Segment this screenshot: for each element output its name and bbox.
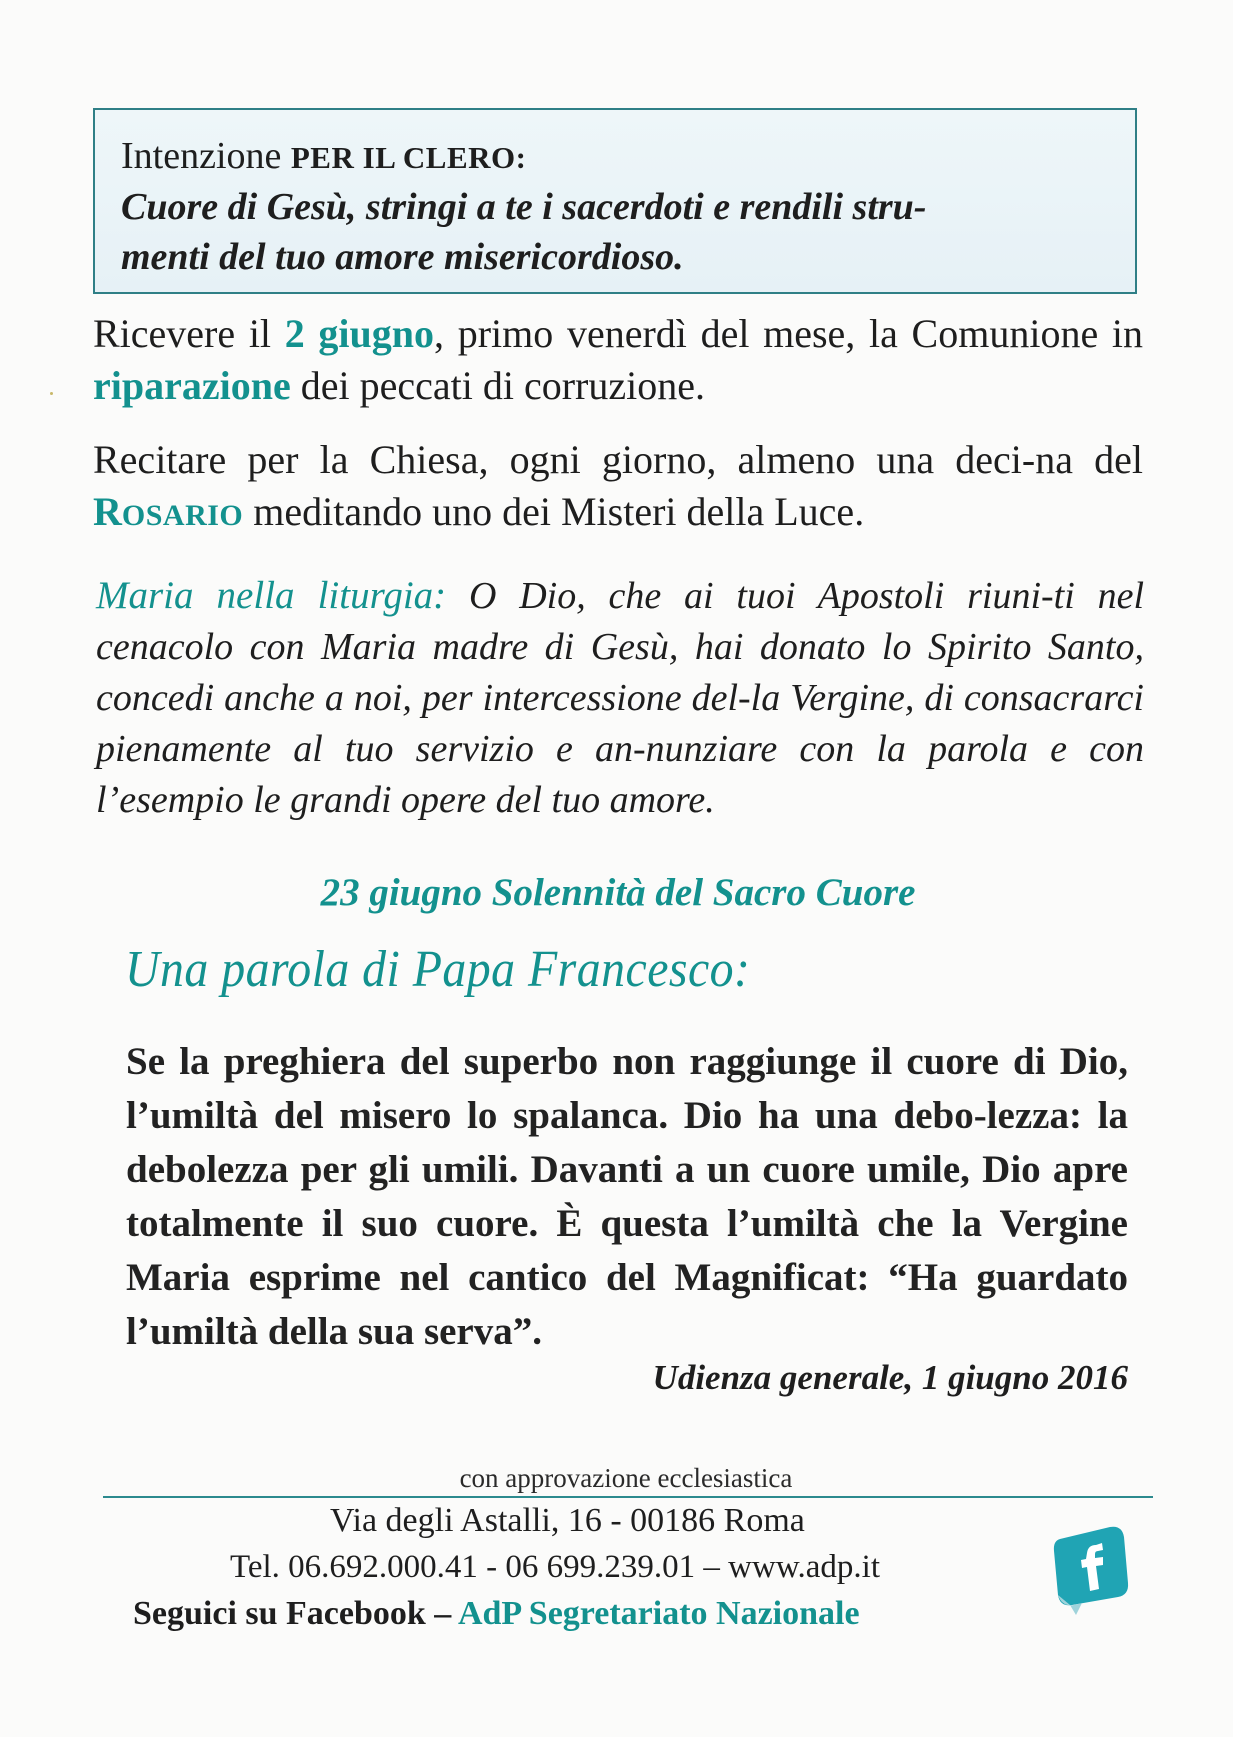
intention-box [93,108,1137,294]
intention-heading [121,132,1109,182]
papa-quote: Se la preghiera del superbo non raggiunge il cuore di Dio, l’umiltà del misero lo spalanca. Dio ha una debo-lezza: la debolezza per gli umili. Davanti a un cuore umile, Dio apre totalmente il suo cuore. È questa l’umiltà che la Vergine Maria esprime nel cantico del Magnificat: “Ha guardato l’umiltà della sua serva”. [126,1040,1128,1353]
communion-pre: Ricevere il [93,311,285,356]
social-label: Seguici su Facebook – [133,1595,458,1632]
papa-heading: Una parola di Papa Francesco: [125,941,751,998]
communion-mid: , primo venerdì del mese, la Comunione in [434,311,1144,356]
communion-paragraph [93,308,1143,412]
ecclesiastical-approval: con approvazione ecclesiastica [459,1463,793,1493]
footer-divider [103,1496,1153,1498]
social-name[interactable]: AdP Segretariato Nazionale [457,1595,860,1632]
paper-speck [50,392,53,395]
intention-text [121,182,1109,282]
rosary-post: meditando uno dei Misteri della Luce. [243,489,865,534]
intention-label: Intenzione [121,135,282,177]
rosary-pre: Recitare per la Chiesa, ogni giorno, almeno una deci-na del [93,437,1143,482]
feast-heading: 23 giugno Solennità del Sacro Cuore [320,871,916,914]
footer-contact: Tel. 06.692.000.41 - 06 699.239.01 – www.adp.it [230,1549,880,1585]
communion-date: 2 giugno [284,311,435,356]
liturgy-label: Maria nella liturgia: [96,574,447,617]
footer-social [133,1595,860,1633]
communion-highlight: riparazione [93,363,291,408]
rosary-paragraph [93,434,1143,542]
quote-source: Udienza generale, 1 giugno 2016 [652,1358,1128,1397]
intention-caps-label: PER IL CLERO: [290,140,527,175]
rosary-highlight-initial: R [93,489,122,534]
rosary-highlight-rest: OSARIO [121,499,244,532]
intention-line-1: Cuore di Gesù, stringi a te i sacerdoti e rendili stru- [121,186,927,228]
liturgy-text: O Dio, che ai tuoi Apostoli riuni-ti nel cenacolo con Maria madre di Gesù, hai donato lo Spirito Santo, concedi anche a noi, per intercessione del-la Vergine, di consacrarci pienamente al tuo servizio e an-nunziare con la parola e con l’esempio le grandi opere del tuo amore. [96,575,1144,821]
intention-line-2: menti del tuo amore misericordioso. [121,236,684,278]
footer-address: Via degli Astalli, 16 - 00186 Roma [330,1502,805,1539]
facebook-icon[interactable] [1052,1521,1132,1617]
communion-post: dei peccati di corruzione. [290,363,705,408]
liturgy-paragraph [96,570,1144,826]
